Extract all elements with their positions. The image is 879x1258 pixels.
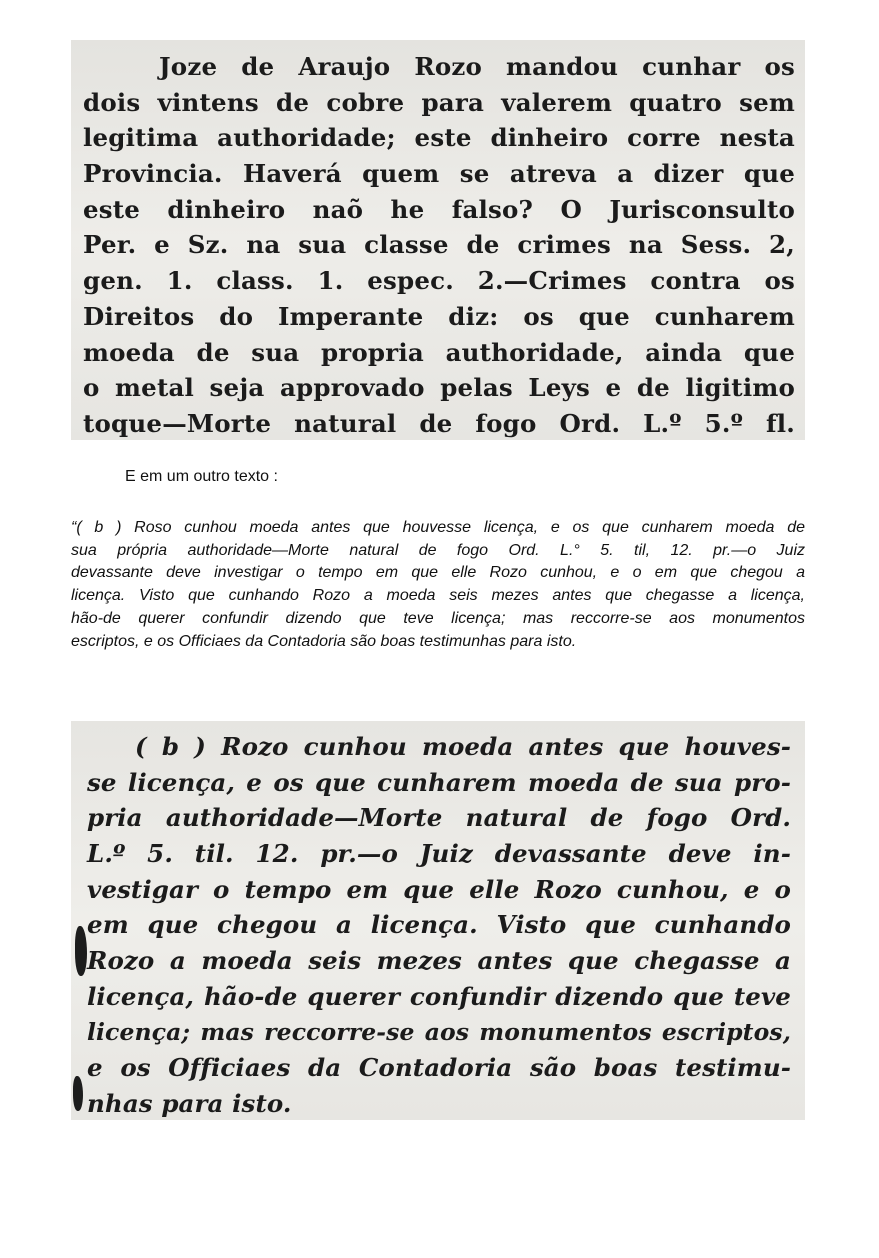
quote-line: sua própria authoridade—Morte natural de fogo Ord. L.° 5. til, 12. pr.—o Juiz [71, 541, 805, 559]
scan-line: o metal seja approvado pelas Leys e de ligitimo [83, 373, 795, 403]
quote-line: devassante deve investigar o tempo em que elle Rozo cunhou, e o em que chegou a [71, 564, 805, 582]
scan-line: vestigar o tempo em que elle Rozo cunhou, e o [87, 874, 791, 904]
scan-line: se licença, e os que cunharem moeda de sua pro- [87, 767, 791, 797]
scan-line: dois vintens de cobre para valerem quatro sem [83, 87, 795, 117]
ink-smudge [73, 1076, 83, 1111]
scan-line: licença, hão-de querer confundir dizendo que teve [87, 981, 791, 1011]
scan-line: Joze de Araujo Rozo mandou cunhar os [159, 52, 795, 81]
scan-line: L.º 5. til. 12. pr.—o Juiz devassante deve in- [87, 839, 791, 869]
scan-line: Provincia. Haverá quem se atreva a dizer que [83, 159, 795, 189]
scan-line: este dinheiro naõ he falso? O Jurisconsulto [83, 194, 795, 224]
scan-line: licença; mas reccorre-se aos monumentos escriptos, [87, 1017, 791, 1046]
scan-line: em que chegou a licença. Visto que cunhando [87, 910, 791, 940]
scan-line: legitima authoridade; este dinheiro corre nesta [83, 123, 795, 153]
newspaper-scan-bottom [71, 721, 805, 1120]
scan-line: nhas para isto. [87, 1088, 292, 1118]
transcription-quote [71, 517, 805, 653]
caption-text: E em um outro texto : [125, 468, 278, 485]
quote-line: hão-de querer confundir dizendo que teve licença; mas reccorre-se aos monumentos [71, 609, 805, 627]
scan-line: Per. e Sz. na sua classe de crimes na Sess. 2, [83, 230, 795, 260]
scan-line: toque—Morte natural de fogo Ord. L.º 5.º fl. [83, 408, 795, 438]
ink-smudge [75, 926, 87, 976]
scan-line: moeda de sua propria authoridade, ainda que [83, 337, 795, 367]
scan-line: pria authoridade—Morte natural de fogo Ord. [87, 803, 791, 833]
scan-line: Direitos do Imperante diz: os que cunharem [83, 301, 795, 331]
scan-line: Rozo a moeda seis mezes antes que chegasse a [87, 946, 791, 976]
quote-line: escriptos, e os Officiaes da Contadoria são boas testimunhas para isto. [71, 632, 577, 650]
scan-line: e os Officiaes da Contadoria são boas testimu- [87, 1053, 791, 1083]
quote-line: “( b ) Roso cunhou moeda antes que houvesse licença, e os que cunharem moeda de [71, 519, 805, 536]
scan-line: ( b ) Rozo cunhou moeda antes que houves- [135, 732, 791, 761]
newspaper-scan-top [71, 40, 805, 440]
quote-line: licença. Visto que cunhando Rozo a moeda seis mezes antes que chegasse a licença, [71, 587, 805, 605]
scan-line: gen. 1. class. 1. espec. 2.—Crimes contra os [83, 266, 795, 296]
